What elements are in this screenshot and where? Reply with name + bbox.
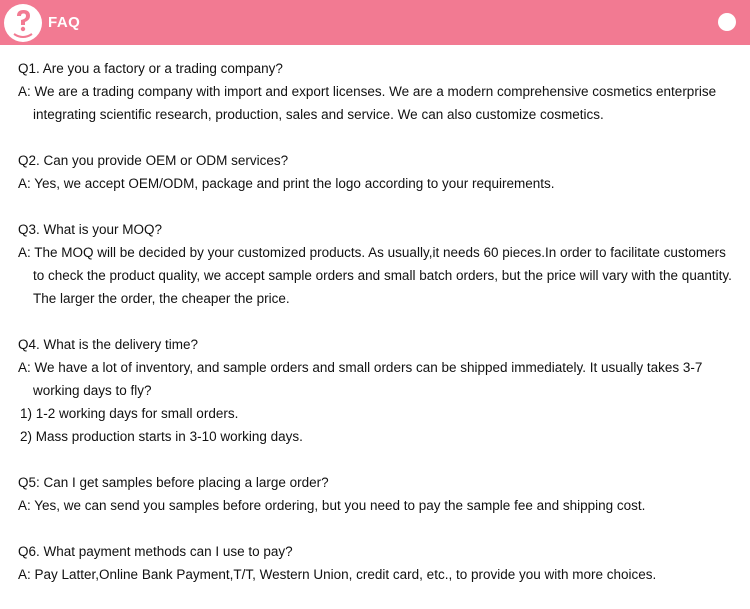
answer-detail: 2) Mass production starts in 3-10 working days. [20,429,303,444]
faq-item [18,540,738,586]
answer: A: Pay Latter,Online Bank Payment,T/T, Western Union, credit card, etc., to provide you with more choices. [18,567,657,582]
question: Q2. Can you provide OEM or ODM services? [18,153,289,168]
faq-item [18,149,738,195]
faq-item [18,57,738,126]
answer: A: The MOQ will be decided by your customized products. As usually,it needs 60 pieces.In order to facilitate customers to check the product quality, we accept sample orders and small batch orders, but the price will vary with the quantity. The larger the order, the cheaper the price. [18,245,732,306]
answer: A: We are a trading company with import and export licenses. We are a modern comprehensive cosmetics enterprise integrating scientific research, production, sales and service. We can also customize cosmetics. [18,84,717,122]
question: Q3. What is your MOQ? [18,222,163,237]
question: Q5: Can I get samples before placing a large order? [18,475,329,490]
faq-list [18,57,738,609]
faq-item [18,471,738,517]
answer: A: Yes, we can send you samples before ordering, but you need to pay the sample fee and shipping cost. [18,498,646,513]
question: Q6. What payment methods can I use to pay? [18,544,293,559]
answer: A: We have a lot of inventory, and sample orders and small orders can be shipped immediately. It usually takes 3-7 working days to fly? [18,360,703,398]
answer-detail: 1) 1-2 working days for small orders. [20,406,239,421]
faq-header [0,0,750,45]
question: Q1. Are you a factory or a trading company? [18,61,283,76]
page-title: FAQ [48,14,81,31]
question: Q4. What is the delivery time? [18,337,199,352]
answer: A: Yes, we accept OEM/ODM, package and print the logo according to your requirements. [18,176,555,191]
faq-item [18,218,738,310]
circle-icon [718,13,736,31]
question-face-icon [4,4,42,42]
faq-item [18,333,738,448]
